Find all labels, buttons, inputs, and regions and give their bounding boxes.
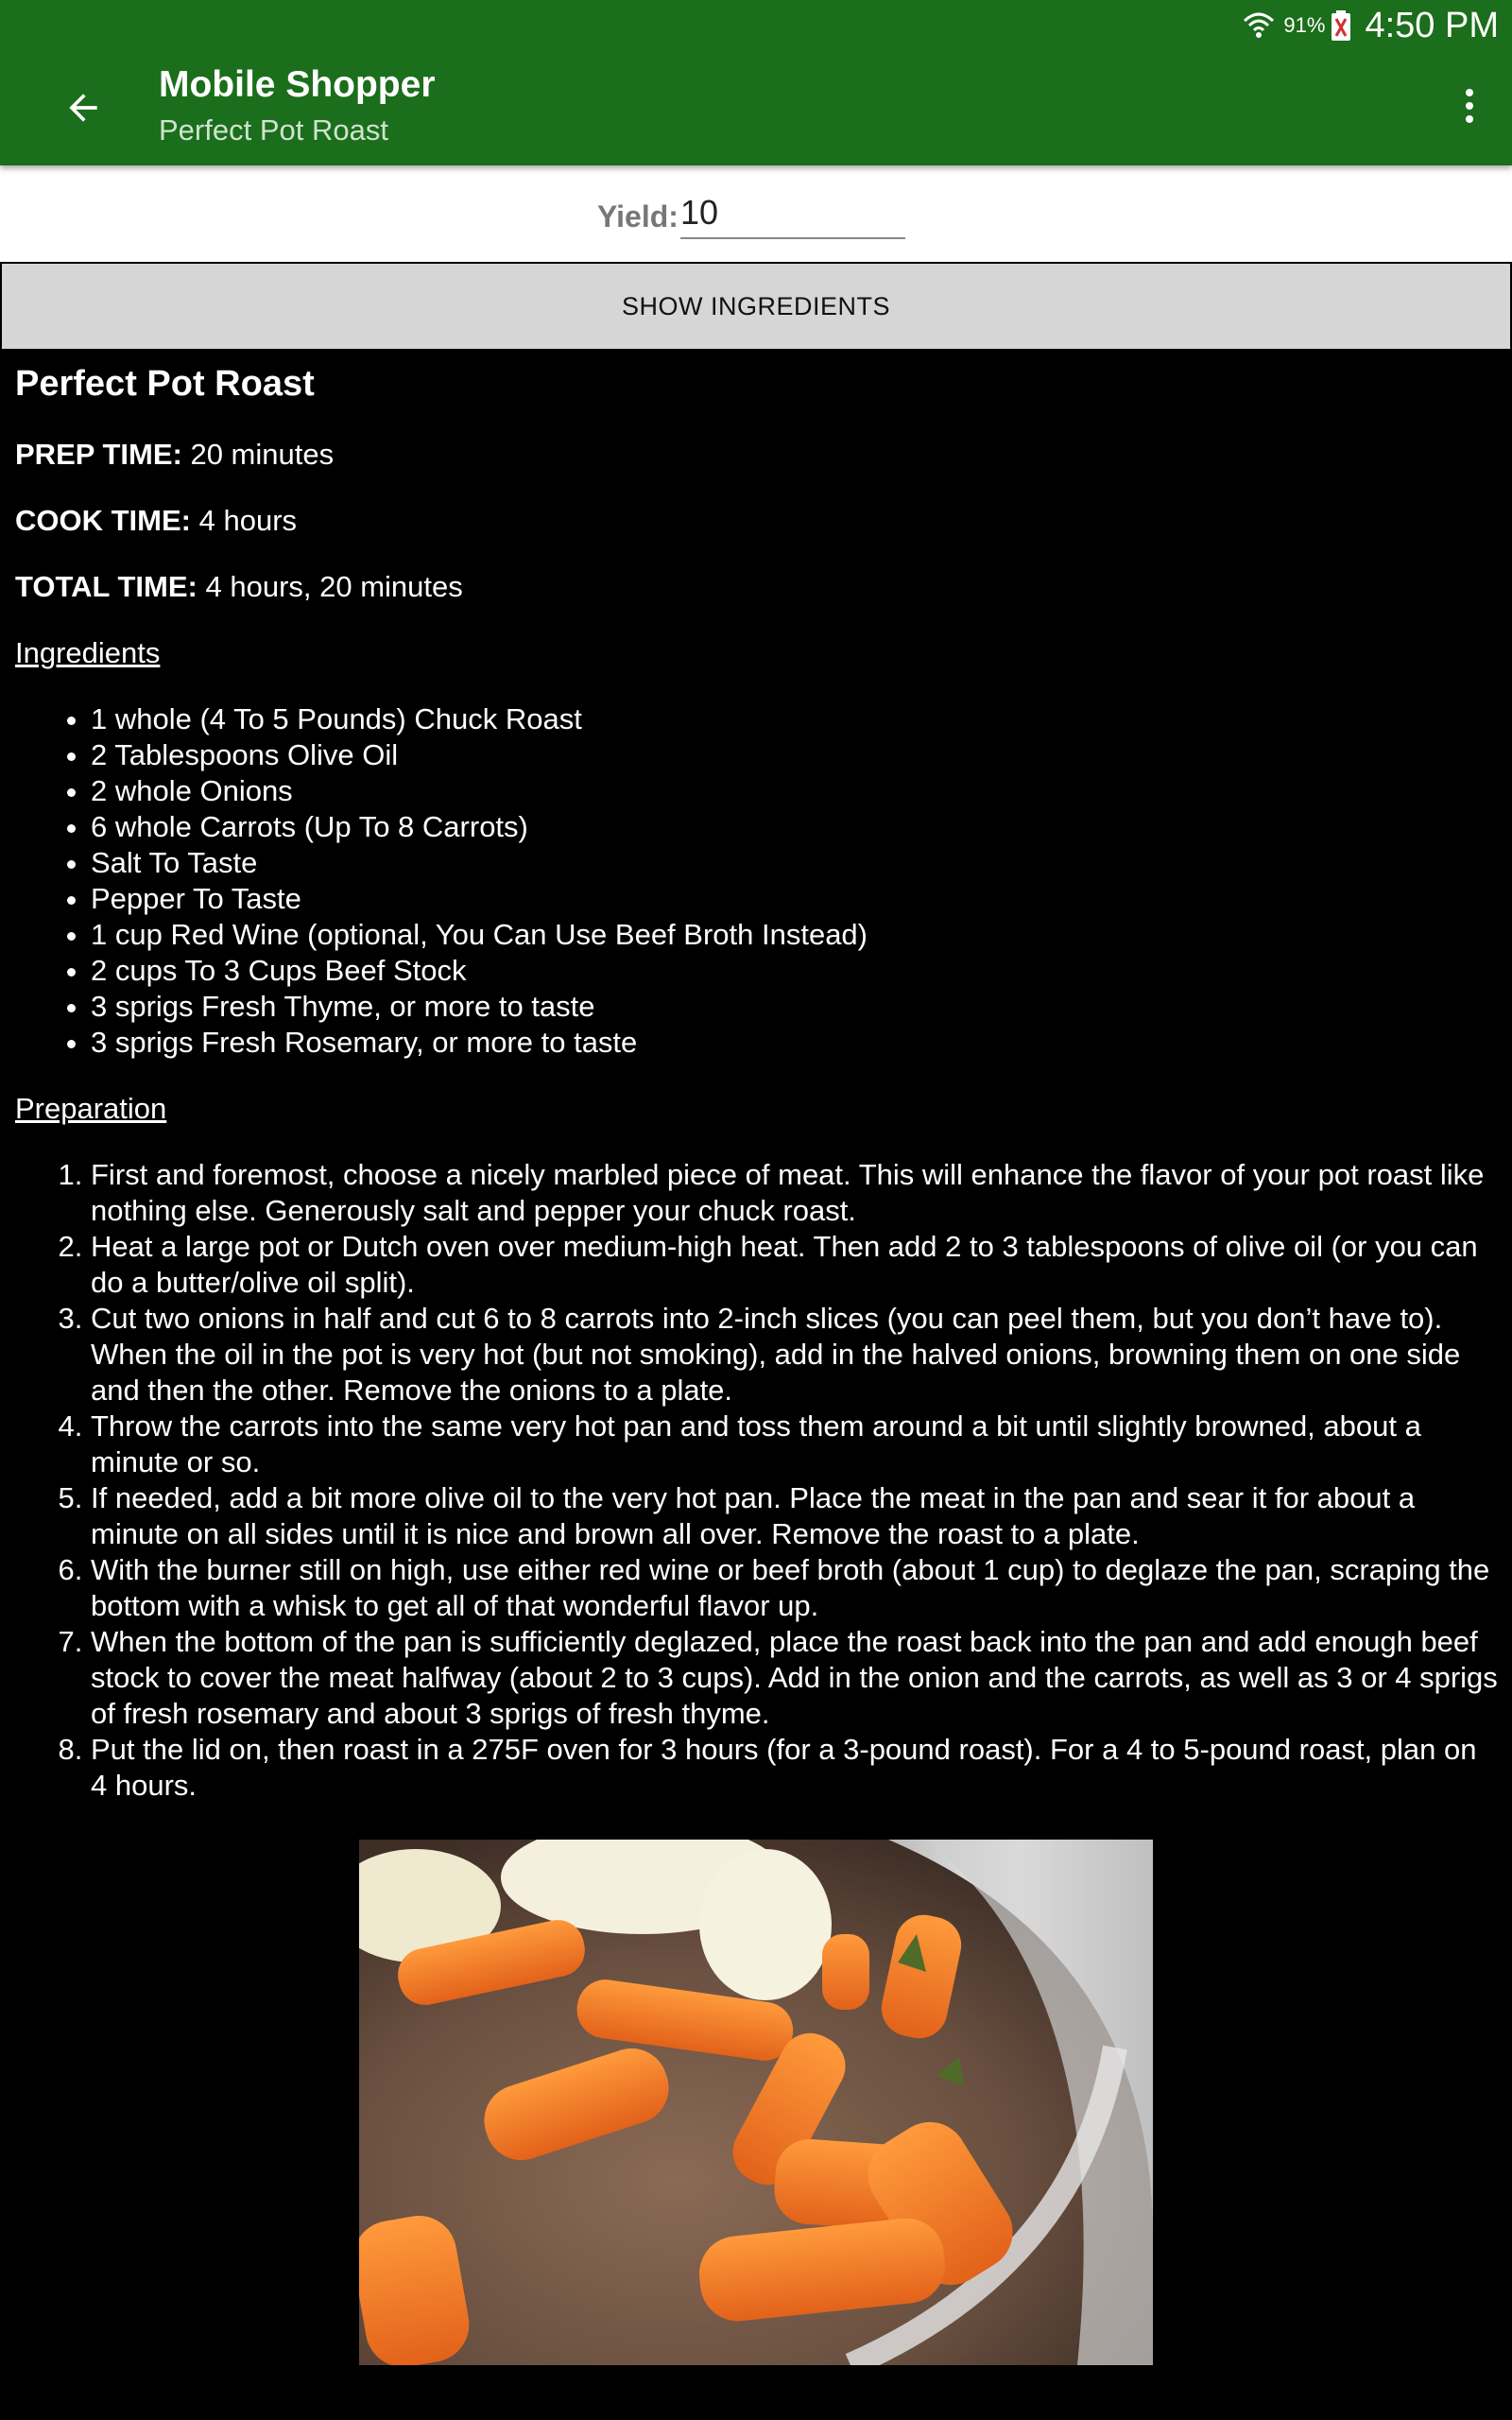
yield-label: Yield: xyxy=(597,199,679,233)
status-time: 4:50 PM xyxy=(1365,5,1499,45)
wifi-icon xyxy=(1242,9,1276,42)
ingredients-heading: Ingredients xyxy=(15,636,161,669)
total-time-value: 4 hours, 20 minutes xyxy=(197,570,463,603)
cook-time-label: COOK TIME: xyxy=(15,504,191,537)
more-vert-icon xyxy=(1464,87,1475,125)
pot-roast-image xyxy=(359,1840,1153,2365)
preparation-step: 6. With the burner still on high, use either red wine or beef broth (about 1 cup) to deglaze the pan, scraping the bottom with a whisk to get all of that wonderful flavor up. xyxy=(91,1552,1499,1624)
total-time-label: TOTAL TIME: xyxy=(15,570,198,603)
back-button[interactable] xyxy=(53,78,113,138)
ingredient-item: • 2 whole Onions xyxy=(91,773,1499,809)
recipe-photo xyxy=(359,1840,1153,2365)
battery-percent: 91% xyxy=(1283,13,1326,37)
preparation-step: 7. When the bottom of the pan is sufficiently deglazed, place the roast back into the pan and add enough beef stock to cover the meat halfway (about 2 to 3 cups). Add in the onion and the carrots, as well as 3 or 4 sprigs of fresh rosemary and about 3 sprigs of fresh thyme. xyxy=(91,1624,1499,1732)
preparation-step: 2. Heat a large pot or Dutch oven over medium-high heat. Then add 2 to 3 tablespoons of olive oil (or you can do a butter/olive oil split). xyxy=(91,1229,1499,1301)
ingredient-item: • 6 whole Carrots (Up To 8 Carrots) xyxy=(91,809,1499,845)
preparation-step: 3. Cut two onions in half and cut 6 to 8 carrots into 2-inch slices (you can peel them, but you don’t have to). When the oil in the pot is very hot (but not smoking), add in the halved onions, browning them on one side and then the other. Remove the onions to a plate. xyxy=(91,1301,1499,1409)
recipe-title: Perfect Pot Roast xyxy=(15,364,315,404)
preparation-step: 5. If needed, add a bit more olive oil to the very hot pan. Place the meat in the pan and sear it for about a minute on all sides until it is nice and brown all over. Remove the roast to a plate. xyxy=(91,1480,1499,1552)
yield-input[interactable] xyxy=(680,188,905,239)
preparation-step: 8. Put the lid on, then roast in a 275F oven for 3 hours (for a 3-pound roast). For a 4 to 5-pound roast, plan on 4 hours. xyxy=(91,1732,1499,1804)
yield-row xyxy=(0,165,1512,262)
app-title: Mobile Shopper xyxy=(159,64,436,105)
ingredient-item: • 1 cup Red Wine (optional, You Can Use Beef Broth Instead) xyxy=(91,917,1499,953)
ingredients-list xyxy=(15,701,1499,1061)
prep-time-label: PREP TIME: xyxy=(15,438,182,471)
app-subtitle: Perfect Pot Roast xyxy=(159,113,388,147)
ingredient-item: • 3 sprigs Fresh Thyme, or more to taste xyxy=(91,989,1499,1025)
cook-time-value: 4 hours xyxy=(191,504,298,537)
ingredient-item: • Salt To Taste xyxy=(91,845,1499,881)
preparation-steps xyxy=(15,1157,1499,1804)
preparation-step: 1. First and foremost, choose a nicely marbled piece of meat. This will enhance the flavor of your pot roast like nothing else. Generously salt and pepper your chuck roast. xyxy=(91,1157,1499,1229)
ingredient-item: • 1 whole (4 To 5 Pounds) Chuck Roast xyxy=(91,701,1499,737)
show-ingredients-button[interactable]: SHOW INGREDIENTS xyxy=(2,264,1510,349)
status-bar xyxy=(1242,4,1499,47)
ingredient-item: • 2 cups To 3 Cups Beef Stock xyxy=(91,953,1499,989)
cook-time xyxy=(15,503,1499,539)
preparation-heading: Preparation xyxy=(15,1092,167,1125)
arrow-back-icon xyxy=(62,87,104,129)
ingredient-item: • 3 sprigs Fresh Rosemary, or more to taste xyxy=(91,1025,1499,1061)
total-time xyxy=(15,569,1499,605)
app-bar xyxy=(0,0,1512,165)
battery-icon xyxy=(1331,9,1351,42)
ingredient-item: • 2 Tablespoons Olive Oil xyxy=(91,737,1499,773)
ingredient-item: • Pepper To Taste xyxy=(91,881,1499,917)
prep-time-value: 20 minutes xyxy=(181,438,335,471)
recipe-content xyxy=(15,361,1499,1834)
preparation-step: 4. Throw the carrots into the same very hot pan and toss them around a bit until slightly browned, about a minute or so. xyxy=(91,1409,1499,1480)
overflow-menu-button[interactable] xyxy=(1446,78,1493,134)
prep-time xyxy=(15,437,1499,473)
